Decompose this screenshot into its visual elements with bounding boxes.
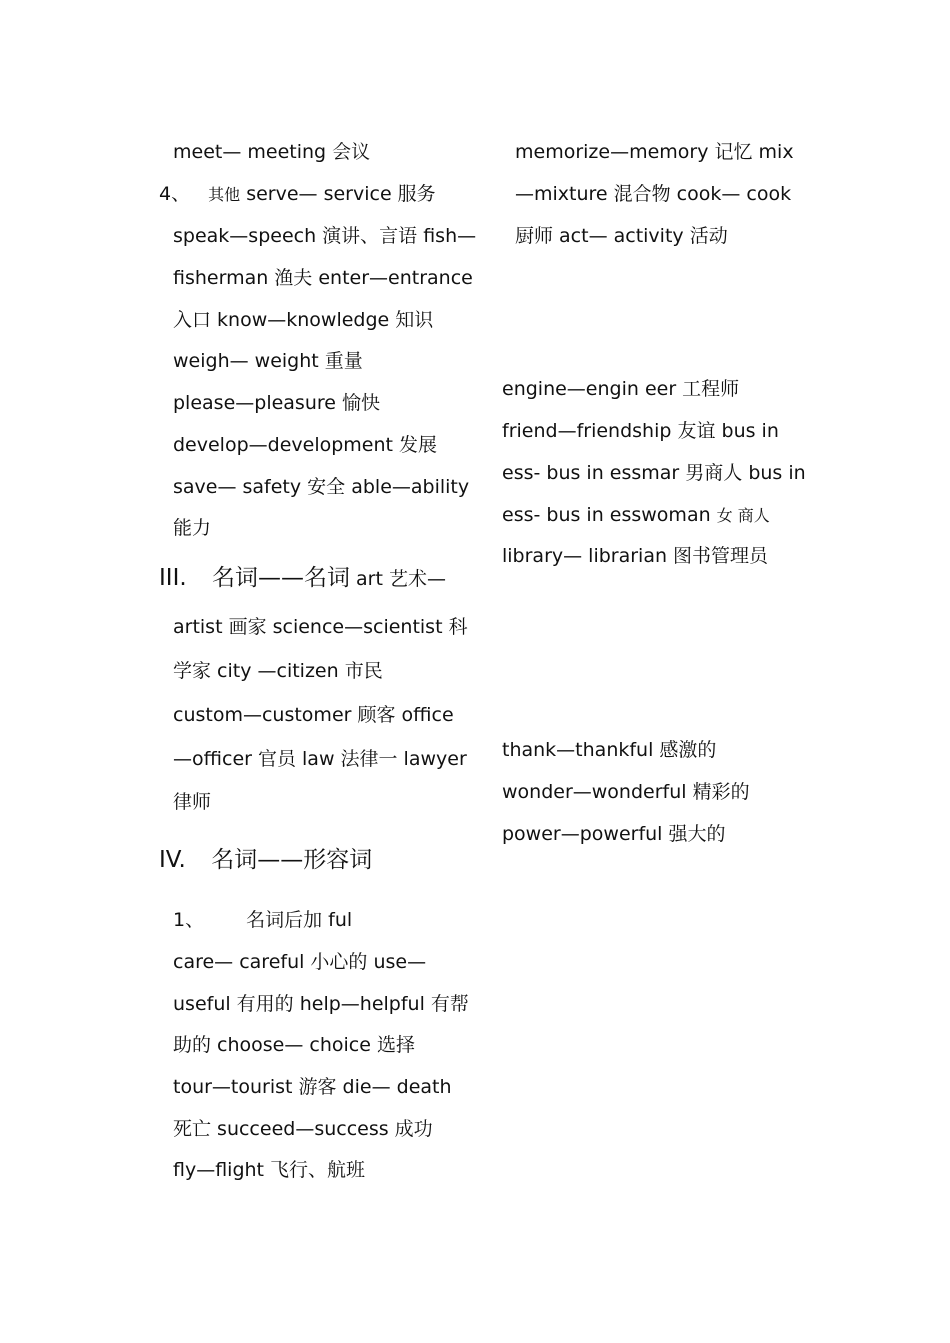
list-item-4 xyxy=(159,182,436,207)
text-line: artist 画家 science—scientist 科 xyxy=(173,616,468,638)
heading-title: 名词——名词 xyxy=(211,565,350,591)
list-text: serve— service 服务 xyxy=(240,183,436,205)
text-line: custom—customer 顾客 office xyxy=(173,704,454,726)
text-line: save— safety 安全 able—ability xyxy=(173,476,470,498)
subheading-1 xyxy=(173,908,352,932)
text-line: 律师 xyxy=(173,791,212,813)
text-line: library— librarian 图书管理员 xyxy=(502,545,769,567)
heading-roman: III. xyxy=(159,565,187,591)
text-main: ess- bus in esswoman xyxy=(502,504,717,526)
text-line: meet— meeting 会议 xyxy=(173,141,371,163)
text-line: wonder—wonderful 精彩的 xyxy=(502,781,750,803)
list-number: 4、 xyxy=(159,183,191,205)
text-line: thank—thankful 感激的 xyxy=(502,739,717,761)
text-line: ess- bus in essmar 男商人 bus in xyxy=(502,462,806,484)
sub-title: 名词后加 ful xyxy=(246,909,353,931)
text-line: —mixture 混合物 cook— cook xyxy=(515,183,792,205)
text-line: fisherman 渔夫 enter—entrance xyxy=(173,267,473,289)
text-line: 能力 xyxy=(173,517,212,539)
sub-number: 1、 xyxy=(173,909,205,931)
text-line: care— careful 小心的 use— xyxy=(173,951,427,973)
text-line xyxy=(502,503,770,528)
text-line: —officer 官员 law 法律一 lawyer xyxy=(173,748,467,770)
text-line: 学家 city —citizen 市民 xyxy=(173,660,383,682)
text-line: speak—speech 演讲、言语 fish— xyxy=(173,225,477,247)
heading-roman: IV. xyxy=(159,847,186,873)
text-line: memorize—memory 记忆 mix xyxy=(515,141,794,163)
text-line: engine—engin eer 工程师 xyxy=(502,378,740,400)
text-line: tour—tourist 游客 die— death xyxy=(173,1076,452,1098)
text-small: 女 商人 xyxy=(716,506,770,525)
section-heading-4 xyxy=(159,846,372,874)
text-line: 死亡 succeed—success 成功 xyxy=(173,1118,433,1140)
section-heading-3 xyxy=(159,564,446,593)
heading-tail: art 艺术— xyxy=(349,568,446,590)
text-line: useful 有用的 help—helpful 有帮 xyxy=(173,993,469,1015)
text-line: 入口 know—knowledge 知识 xyxy=(173,309,434,331)
text-line: friend—friendship 友谊 bus in xyxy=(502,420,779,442)
heading-title: 名词——形容词 xyxy=(211,847,373,873)
list-label: 其他 xyxy=(208,185,241,204)
text-line: 助的 choose— choice 选择 xyxy=(173,1034,415,1056)
text-line: power—powerful 强大的 xyxy=(502,823,726,845)
text-line: develop—development 发展 xyxy=(173,434,438,456)
text-line: please—pleasure 愉快 xyxy=(173,392,380,414)
text-line: weigh— weight 重量 xyxy=(173,350,363,372)
text-line: 厨师 act— activity 活动 xyxy=(515,225,728,247)
text-line: fly—flight 飞行、航班 xyxy=(173,1159,366,1181)
